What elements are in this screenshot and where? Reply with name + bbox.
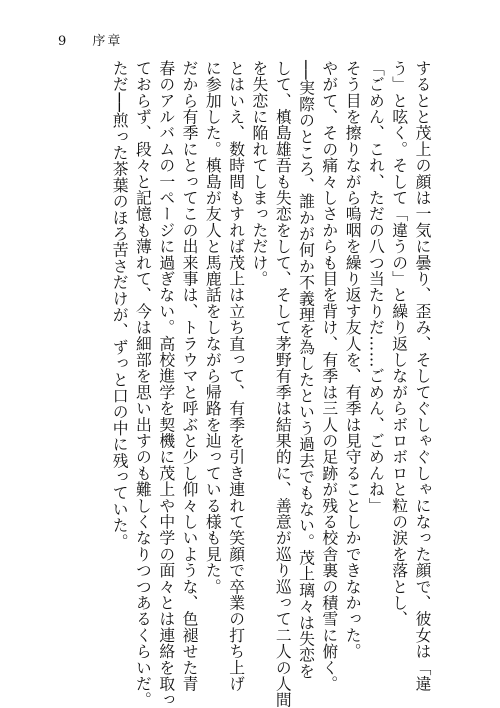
- text-column: ておらず、段々と記憶も薄れて、今は細部を思い出すのも難しくなりつつあるくらいだ。: [133, 60, 153, 708]
- text-column: やがて、その痛々しさからも目を背け、有季は三人の足跡が残る校舎裏の積雪に俯く。: [319, 60, 339, 692]
- text-column: 「ごめん、これ、ただの八つ当たりだ……ごめん、ごめんね」: [366, 60, 386, 514]
- text-column: して、槙島雄吾も失恋をして、そして茅野有季は結果的に、善意が巡り巡って二人の人間: [273, 60, 293, 708]
- body-text: [108, 60, 434, 708]
- text-column: とはいえ、数時間もすれば茂上は立ち直って、有季を引き連れて笑顔で卒業の打ち上げ: [226, 60, 246, 692]
- text-column: そう目を擦りながら嗚咽を繰り返す友人を、有季は見守ることしかできなかった。: [343, 60, 363, 660]
- text-column: ──実際のところ、誰かが何か不義理を為したという過去でもない。茂上璃々は失恋を: [296, 60, 316, 680]
- text-column: だから有季にとってこの出来事は、トラウマと呼ぶと少し仰々しいような、色褪せた青: [180, 60, 200, 692]
- text-column: う」と呟く。そして「違うの」と繰り返しながらボロボロと粒の涙を落とし、: [389, 60, 409, 627]
- text-column: するとと茂上の顔は一気に曇り、歪み、そしてぐしゃぐしゃになった顔で、彼女は「違: [413, 60, 432, 692]
- text-column: 春のアルバムの一ページに過ぎない。高校進学を契機に茂上や中学の面々とは連絡を取っ: [156, 60, 176, 708]
- running-header: [58, 30, 122, 49]
- text-column: に参加した。槙島が友人と馬鹿話をしながら帰路を辿っている様も見た。: [203, 60, 223, 595]
- page-number: 9: [58, 34, 69, 49]
- text-column: を失恋に陥れてしまっただけ。: [249, 60, 269, 287]
- text-column: ただ──煎った茶葉のほろ苦さだけが、ずっと口の中に残っていた。: [110, 60, 130, 550]
- chapter-title: 序章: [92, 34, 123, 49]
